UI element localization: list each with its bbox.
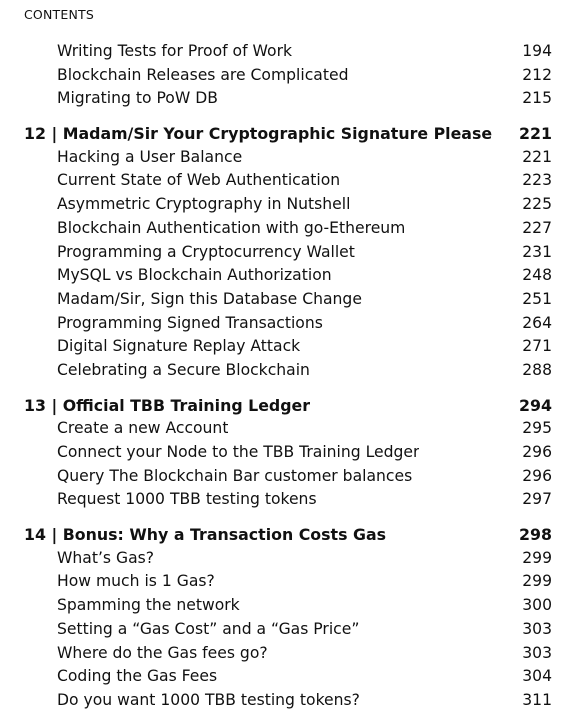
entry-page-number: 311 <box>522 690 552 709</box>
entry-page-number: 215 <box>522 89 552 108</box>
entry-title: Spamming the network <box>57 596 240 615</box>
entry-title: Madam/Sir, Sign this Database Change <box>57 289 362 308</box>
entry-page-number: 251 <box>522 289 552 308</box>
entry-title: What’s Gas? <box>57 548 155 567</box>
toc-entry[interactable] <box>24 217 552 241</box>
toc-entry[interactable] <box>24 169 552 193</box>
chapter-title: 13 | Official TBB Training Ledger <box>24 395 311 415</box>
chapter-heading[interactable] <box>24 394 552 418</box>
entry-title: Blockchain Authentication with go-Ethereum <box>57 218 406 237</box>
toc-entry[interactable] <box>24 465 552 489</box>
entry-page-number: 194 <box>522 42 552 60</box>
entry-title: Hacking a User Balance <box>57 147 243 166</box>
chapter-heading[interactable] <box>24 122 552 146</box>
entry-title: Celebrating a Secure Blockchain <box>57 360 310 379</box>
entry-title: Create a new Account <box>57 419 229 438</box>
entry-title: Setting a “Gas Cost” and a “Gas Price” <box>57 619 360 638</box>
toc-entry[interactable] <box>24 335 552 359</box>
entry-page-number: 303 <box>522 643 552 662</box>
toc-entry[interactable] <box>24 241 552 265</box>
entry-title: Current State of Web Authentication <box>57 171 341 190</box>
table-of-contents <box>24 40 552 724</box>
toc-chapter <box>24 394 552 512</box>
toc-entry[interactable] <box>24 547 552 571</box>
toc-entry[interactable] <box>24 618 552 642</box>
toc-entry[interactable] <box>24 264 552 288</box>
entry-page-number: 212 <box>522 65 552 84</box>
toc-entry[interactable] <box>24 64 552 88</box>
entry-page-number: 299 <box>522 548 552 567</box>
toc-entry[interactable] <box>24 488 552 512</box>
entry-title: MySQL vs Blockchain Authorization <box>57 266 332 285</box>
entry-title: Coding the Gas Fees <box>57 667 218 686</box>
toc-entry[interactable] <box>24 288 552 312</box>
entry-title: Programming Signed Transactions <box>57 313 323 332</box>
entry-title: Request 1000 TBB testing tokens <box>57 490 317 509</box>
entry-title: Where do the Gas fees go? <box>57 643 268 662</box>
toc-entry[interactable] <box>24 193 552 217</box>
toc-entry[interactable] <box>24 312 552 336</box>
chapter-page-number: 298 <box>519 525 552 545</box>
entry-page-number: 221 <box>522 147 552 166</box>
toc-entry[interactable] <box>24 146 552 170</box>
toc-chapter <box>24 40 552 111</box>
toc-entry[interactable] <box>24 87 552 111</box>
entry-page-number: 223 <box>522 171 552 190</box>
entry-title: Connect your Node to the TBB Training Ledger <box>57 443 420 461</box>
running-head: CONTENTS <box>24 7 94 22</box>
entry-page-number: 300 <box>522 596 552 615</box>
chapter-page-number: 294 <box>519 395 552 415</box>
toc-entry[interactable] <box>24 40 552 64</box>
toc-chapter <box>24 122 552 383</box>
toc-chapter <box>24 523 552 713</box>
chapter-heading[interactable] <box>24 523 552 547</box>
chapter-page-number: 221 <box>519 124 552 144</box>
entry-title: How much is 1 Gas? <box>57 572 215 591</box>
entry-page-number: 248 <box>522 266 552 285</box>
entry-page-number: 296 <box>522 443 552 461</box>
entry-title: Do you want 1000 TBB testing tokens? <box>57 690 360 709</box>
entry-title: Blockchain Releases are Complicated <box>57 65 349 84</box>
entry-page-number: 288 <box>522 360 552 379</box>
toc-entry[interactable] <box>24 689 552 713</box>
entry-page-number: 227 <box>522 218 552 237</box>
entry-title: Programming a Cryptocurrency Wallet <box>57 242 355 261</box>
entry-page-number: 297 <box>522 490 552 509</box>
entry-page-number: 271 <box>522 337 552 356</box>
entry-title: Migrating to PoW DB <box>57 89 218 108</box>
entry-page-number: 296 <box>522 466 552 485</box>
chapter-title: 14 | Bonus: Why a Transaction Costs Gas <box>24 525 387 545</box>
toc-entry[interactable] <box>24 441 552 465</box>
toc-entry[interactable] <box>24 359 552 383</box>
toc-entry[interactable] <box>24 665 552 689</box>
entry-page-number: 264 <box>522 313 552 332</box>
entry-page-number: 295 <box>522 419 552 438</box>
entry-title: Asymmetric Cryptography in Nutshell <box>57 195 351 214</box>
chapter-title: 12 | Madam/Sir Your Cryptographic Signature Please <box>24 124 493 144</box>
entry-title: Digital Signature Replay Attack <box>57 337 301 356</box>
entry-page-number: 304 <box>522 667 552 686</box>
entry-page-number: 231 <box>522 242 552 261</box>
toc-entry[interactable] <box>24 570 552 594</box>
toc-entry[interactable] <box>24 642 552 666</box>
toc-entry[interactable] <box>24 417 552 441</box>
entry-title: Writing Tests for Proof of Work <box>57 42 293 60</box>
entry-page-number: 303 <box>522 619 552 638</box>
entry-page-number: 225 <box>522 195 552 214</box>
entry-page-number: 299 <box>522 572 552 591</box>
entry-title: Query The Blockchain Bar customer balances <box>57 466 413 485</box>
toc-entry[interactable] <box>24 594 552 618</box>
